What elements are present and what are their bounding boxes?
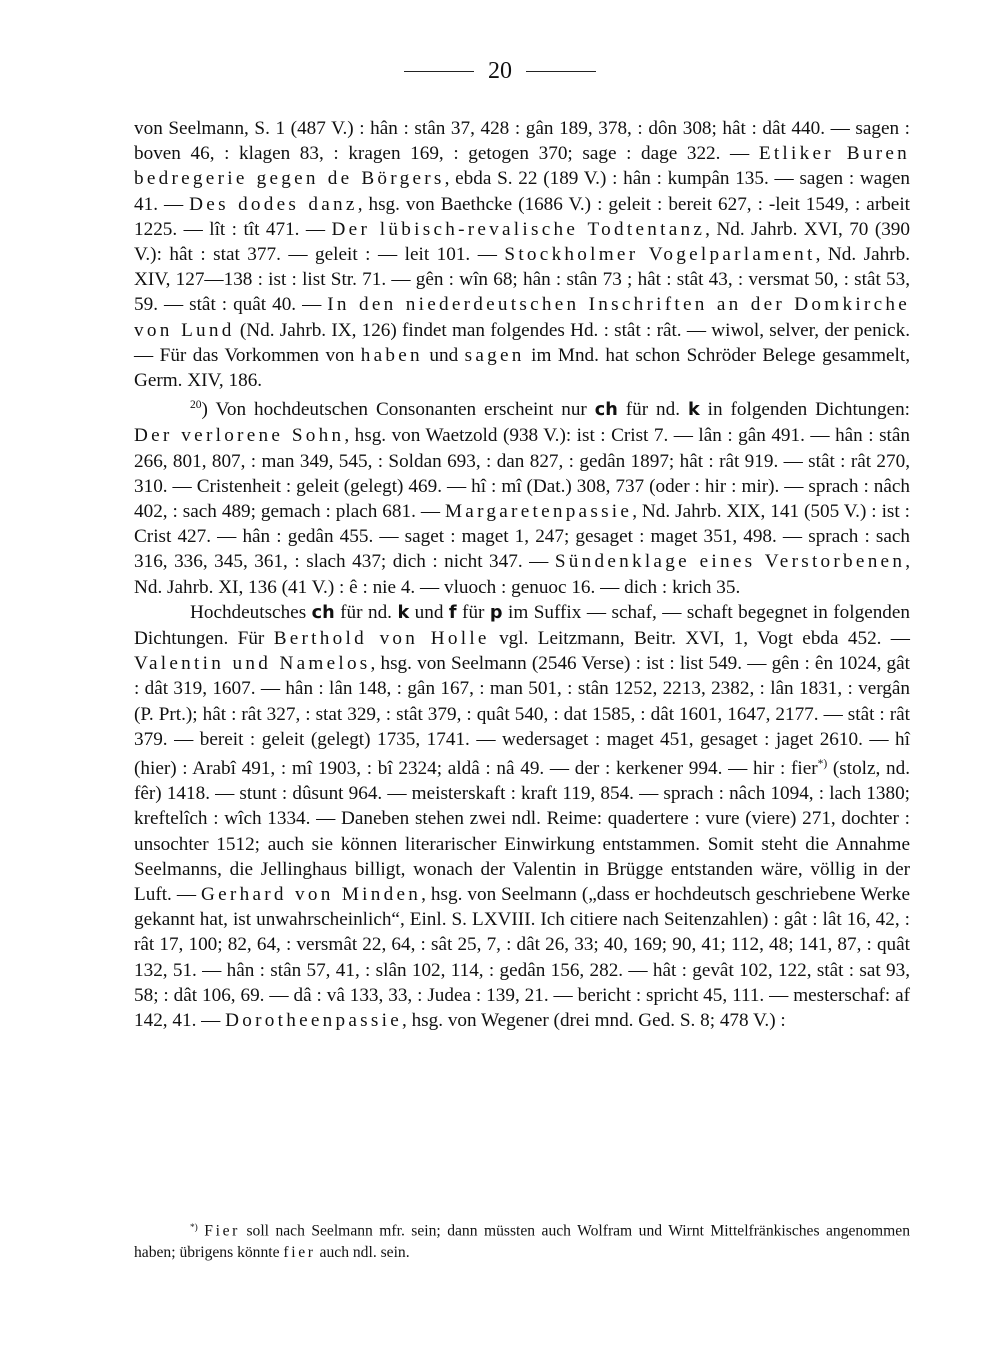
paragraph-2: $^{20}$) Von hochdeutschen Consonanten erscheint nur ch für nd. k in folgenden Dichtungen: Der verlorene Sohn, hsg. von Waetzold (938 V.): ist : Crist 7. — lân : gân 491. — hân : stân 266, 801, 807, : man 349, 545, : Soldan 693, : dan 827, : gedân 1897; hât : rât 919. — stât : rât 270, 310. — Cristenheit : geleit (gelegt) 469. — hî : mî (Dat.) 308, 737 (oder : hir : mir). — sprach : nâch 402, : sach 489; gemach : plach 681. — Margaretenpassie, Nd. Jahrb. XIX, 141 (505 V.) : ist : Crist 427. — hân : gedân 455. — saget : maget 1, 247; gesaget : maget 351, 498. — sprach : sach 316, 336, 345, 361, : slach 437; dich : nicht 347. — Sündenklage eines Verstorbenen, Nd. Jahrb. XI, 136 (41 V.) : ê : nie 4. — vluoch : genuoc 16. — dich : krich 35. xyxy=(134,399,911,598)
page-number: 20 xyxy=(488,58,512,84)
spaced-word: Fier xyxy=(204,1222,240,1240)
bold-letters: f xyxy=(448,602,457,623)
spaced-word: haben xyxy=(360,344,423,366)
note-marker: 20 xyxy=(190,399,202,412)
spaced-title: Der verlorene Sohn xyxy=(134,425,345,447)
paragraph-1: von Seelmann, S. 1 (487 V.) : hân : stân 37, 428 : gân 189, 378, : dôn 308; hât : dât 440. — sagen : boven 46, : klagen 83, : kragen 169, : getogen 370; sage : dage 322. — Etliker Buren bedregerie gegen de Börgers, ebda S. 22 (189 V.) : hân : kumpân 135. — sagen : wagen 41. — Des dodes danz, hsg. von Baethcke (1686 V.) : geleit : bereit 627, : -leit 1549, : arbeit 1225. — lît : tît 471. — Der lübisch-revalische Todtentanz, Nd. Jahrb. XVI, 70 (390 V.): hât : stat 377. — geleit : — leit 101. — Stockholmer Vogelparlament, Nd. Jahrb. XIV, 127—138 : ist : list Str. 71. — gên : wîn 68; hân : stân 73 ; hât : stât 43, : versmat 50, : stât 53, 59. — stât : quât 40. — In den niederdeutschen Inschriften an der Domkirche von Lund (Nd. Jahrb. IX, 126) findet man folgendes Hd. : stât : rât. — wiwol, selver, der penick. — Für das Vorkommen von haben und sagen im Mnd. hat schon Schröder Belege gesammelt, Germ. XIV, 186. xyxy=(134,118,911,392)
footnote-reference: *) xyxy=(817,757,828,770)
spaced-title: Des dodes danz xyxy=(189,193,358,215)
spaced-title: Valentin und Namelos xyxy=(134,653,371,675)
bold-letters: ch xyxy=(594,400,618,421)
spaced-title: Der lübisch-revalische Todtentanz xyxy=(331,218,706,240)
bold-letters: ch xyxy=(311,602,335,623)
spaced-word: fier xyxy=(283,1243,316,1261)
spaced-title: In den niederdeutschen Inschriften an der Domkirche von Lund xyxy=(134,294,910,341)
header-rule-right xyxy=(526,71,596,72)
spaced-title: Dorotheenpassie xyxy=(225,1009,402,1031)
footnote-marker: *) xyxy=(190,1223,198,1233)
bold-letters: k xyxy=(687,400,700,421)
spaced-title: Etliker Buren bedregerie gegen de Börgers xyxy=(134,143,910,190)
spaced-title: Margaretenpassie xyxy=(444,500,633,522)
bold-letters: p xyxy=(489,602,503,623)
spaced-word: sagen xyxy=(464,344,525,366)
footnote xyxy=(134,1218,910,1263)
spaced-title: Stockholmer Vogelparlament xyxy=(504,244,816,266)
paragraph-3: Hochdeutsches ch für nd. k und f für p im Suffix — schaf, — schaft begegnet in folgenden Dichtungen. Für Berthold von Holle vgl. Leitzmann, Beitr. XVI, 1, Vogt ebda 452. — Valentin und Namelos, hsg. von Seelmann (2546 Verse) : ist : list 549. — gên : ên 1024, gât : dât 319, 1607. — hân : lân 148, : gân 167, : man 501, : stân 1252, 2213, 2382, : lân 1831, : vergân (P. Prt.); hât : rât 327, : stat 329, : stât 379, : quât 540, : dat 1585, : dât 1601, 1647, 2177. — stât : rât 379. — bereit : geleit (gelegt) 1735, 1741. — wedersaget : maget 451, gesaget : jaget 2610. — hî (hier) : Arabî 491, : mî 1903, : bî 2324; aldâ : nâ 49. — der : kerkener 994. — hir : fier*) (stolz, nd. fêr) 1418. — stunt : dûsunt 964. — meisterskaft : kraft 119, 854. — sprach : nâch 1094, : lach 1380; kreftelîch : wîch 1334. — Daneben stehen zwei ndl. Reime: quadertere : vure (viere) 271, dochter : unsochter 1512; auch sie können literarischer Einwirkung entstammen. Somit steht die Annahme Seelmanns, die Jellinghaus billigt, wonach der Valentin in Brügge entstanden wäre, völlig in der Luft. — Gerhard von Minden, hsg. von Seelmann („dass er hochdeutsch geschriebene Werke gekannt hat, ist unwahrscheinlich“, Einl. S. LXVIII. Ich citiere nach Seitenzahlen) : gât : lât 16, 42, : rât 17, 100; 82, 64, : versmât 22, 64, : sât 25, 7, : dât 26, 33; 40, 169; 90, 41; 112, 48; 141, 87, : quât 132, 51. — hân : stân 57, 41, : slân 102, 114, : gedân 156, 282. — hât : gevât 102, 122, stât : sat 93, 58; : dât 106, 69. — dâ : vâ 133, 33, : Judea : 139, 21. — bericht : spricht 45, 111. — mesterschaf: af 142, 41. — Dorotheenpassie, hsg. von Wegener (drei mnd. Ged. S. 8; 478 V.) : xyxy=(134,601,911,1031)
header-rule-left xyxy=(404,71,474,72)
spaced-title: Berthold von Holle xyxy=(273,627,490,649)
spaced-title: Sündenklage eines Verstorbenen xyxy=(554,551,906,573)
footnote-text: *) Fier soll nach Seelmann mfr. sein; dann müssten auch Wolfram und Wirnt Mittelfränkisches angenommen haben; übrigens könnte fier auch ndl. sein. xyxy=(134,1222,911,1261)
bold-letters: k xyxy=(397,602,410,623)
main-text xyxy=(134,116,910,1033)
spaced-title: Gerhard von Minden xyxy=(201,883,422,905)
page-header xyxy=(0,58,1000,85)
